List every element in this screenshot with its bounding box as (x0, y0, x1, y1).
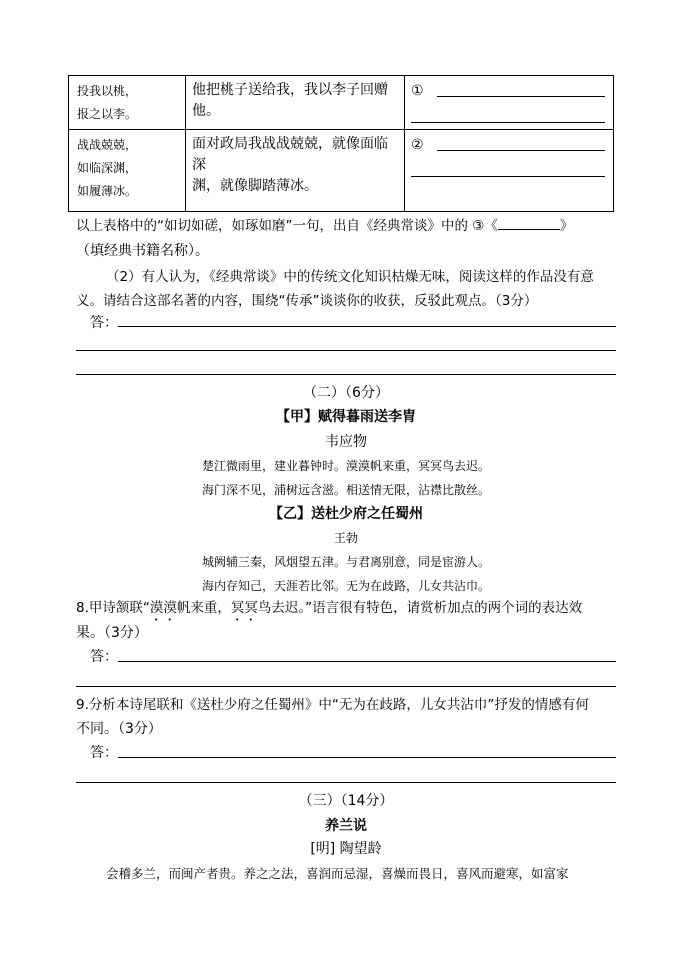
translation-line: 渊，就像脚踏薄冰。 (192, 178, 318, 194)
question-8-text-cont: 果。（3分） (76, 625, 148, 641)
section-2-heading: （二）（6分） (303, 385, 389, 401)
original-line: 投我以桃， (77, 84, 138, 98)
question-2-text: （2）有人认为，《经典常谈》中的传统文化知识枯燥无味，阅读这样的作品没有意 (106, 269, 594, 285)
answer-line[interactable] (76, 374, 616, 375)
source-question-close: 》 (559, 218, 574, 234)
translation-line: 面对政局我战战兢兢，就像面临深 (192, 136, 388, 173)
answer-line[interactable] (76, 782, 616, 783)
question-8-part: 帆来重， (176, 600, 231, 616)
source-question-line (76, 216, 573, 236)
table-cell-original (69, 76, 186, 130)
answer-label: 答： (90, 649, 118, 665)
poem-a-author: 韦应物 (325, 434, 367, 450)
table-row (69, 130, 614, 212)
answer-marker: ① (411, 83, 424, 99)
answer-marker: ② (411, 137, 424, 153)
answer-line[interactable] (76, 686, 616, 687)
poem-b-title: 【乙】送杜少府之任蜀州 (269, 506, 423, 522)
article-first-line: 会稽多兰，而闽产者贵。养之之法，喜润而忌湿，喜燥而畏日，喜风而避寒，如富家 (106, 866, 569, 881)
answer-blank-line[interactable] (411, 176, 605, 177)
original-line: 如临深渊， (77, 161, 138, 175)
table-cell-answer (405, 76, 614, 130)
article-author: [明] 陶望龄 (310, 841, 382, 857)
dotted-word: 冥冥 (230, 600, 258, 616)
quotation-table (68, 75, 614, 212)
table-row (69, 76, 614, 130)
table-cell-answer (405, 130, 614, 212)
table-cell-translation (186, 76, 405, 130)
answer-line[interactable] (118, 661, 616, 662)
original-line: 战战兢兢， (77, 138, 138, 152)
article-title: 养兰说 (325, 818, 367, 834)
table-cell-original (69, 130, 186, 212)
answer-line[interactable] (118, 757, 616, 758)
table-cell-translation (186, 130, 405, 212)
poem-a-line: 海门深不见，浦树远含滋。相送情无限，沾襟比散丝。 (201, 483, 490, 497)
question-8-part: 8.甲诗颔联“ (76, 600, 150, 616)
poem-b-line: 城阙辅三秦，风烟望五津。与君离别意，同是宦游人。 (201, 555, 490, 569)
section-3-heading: （三）（14分） (298, 793, 394, 809)
source-question-line2: （填经典书籍名称）。 (76, 243, 209, 259)
dotted-word: 漠漠 (149, 600, 177, 616)
answer-line[interactable] (118, 326, 616, 327)
poem-a-line: 楚江微雨里，建业暮钟时。漠漠帆来重，冥冥鸟去迟。 (201, 459, 490, 473)
answer-blank-line[interactable] (437, 96, 605, 97)
question-8-text (76, 598, 582, 624)
answer-blank-line[interactable] (411, 122, 605, 123)
answer-blank-line[interactable] (437, 150, 605, 151)
book-name-blank[interactable] (498, 216, 560, 230)
poem-a-title: 【甲】赋得暮雨送李胄 (276, 409, 416, 425)
poem-b-author: 王勃 (333, 531, 358, 545)
answer-label: 答： (90, 315, 118, 331)
question-2-text-cont: 义。请结合这部名著的内容，围绕“传承”谈谈你的收获，反驳此观点。（3分） (76, 293, 538, 309)
original-line: 如履薄冰。 (77, 184, 138, 198)
question-9-text: 9.分析本诗尾联和《送杜少府之任蜀州》中“无为在歧路，儿女共沾巾”抒发的情感有何 (76, 697, 589, 713)
source-question-text: 以上表格中的“如切如磋，如琢如磨”一句，出自《经典常谈》中的 ③《 (76, 218, 498, 234)
question-8-part: 鸟去迟。”语言很有特色，请赏析加点的两个词的表达效 (257, 600, 583, 616)
answer-line[interactable] (76, 350, 616, 351)
original-line: 报之以李。 (77, 107, 138, 121)
translation-line: 他把桃子送给我，我以李子回赠他。 (192, 82, 388, 119)
answer-label: 答： (90, 745, 118, 761)
poem-b-line: 海内存知己，天涯若比邻。无为在歧路，儿女共沾巾。 (201, 579, 490, 593)
question-9-text-cont: 不同。（3分） (76, 721, 162, 737)
